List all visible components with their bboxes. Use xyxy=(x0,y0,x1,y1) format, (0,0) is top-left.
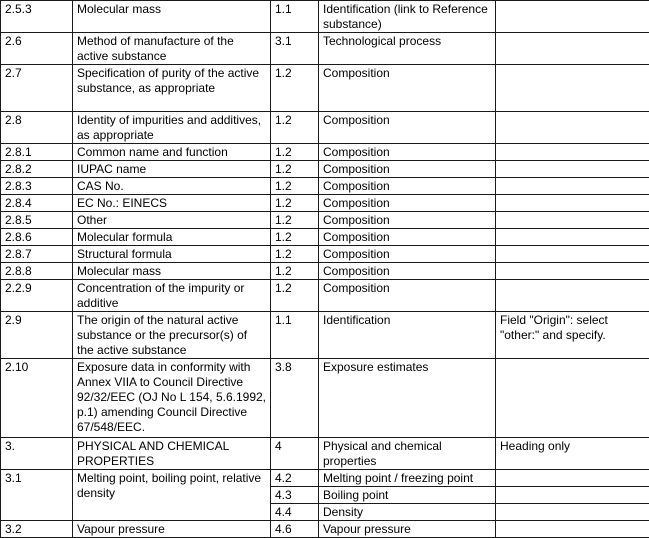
ref-title-cell: Composition xyxy=(319,161,496,178)
section-number-cell: 2.8.7 xyxy=(1,246,73,263)
note-cell xyxy=(496,246,649,263)
mapping-table-body xyxy=(1,1,649,538)
section-title-cell: Identity of impurities and additives, as appropriate xyxy=(73,112,271,144)
ref-title-cell: Identification (link to Reference substance) xyxy=(319,1,496,33)
section-title-cell: Molecular mass xyxy=(73,1,271,33)
section-title-cell: Melting point, boiling point, relative density xyxy=(73,470,271,521)
table-row xyxy=(1,521,649,538)
ref-title-cell: Vapour pressure xyxy=(319,521,496,538)
section-title-cell: Concentration of the impurity or additive xyxy=(73,280,271,312)
note-cell xyxy=(496,263,649,280)
ref-number-cell: 1.2 xyxy=(271,212,319,229)
ref-title-cell: Boiling point xyxy=(319,487,496,504)
note-cell xyxy=(496,112,649,144)
ref-number-cell: 1.1 xyxy=(271,312,319,359)
section-number-cell: 2.5.3 xyxy=(1,1,73,33)
ref-number-cell: 1.2 xyxy=(271,280,319,312)
note-cell xyxy=(496,212,649,229)
ref-number-cell: 1.2 xyxy=(271,195,319,212)
note-cell xyxy=(496,65,649,112)
ref-number-cell: 1.2 xyxy=(271,65,319,112)
ref-number-cell: 4.6 xyxy=(271,521,319,538)
ref-title-cell: Composition xyxy=(319,280,496,312)
section-number-cell: 2.7 xyxy=(1,65,73,112)
ref-title-cell: Technological process xyxy=(319,33,496,65)
section-title-cell: Molecular formula xyxy=(73,229,271,246)
section-title-cell: Structural formula xyxy=(73,246,271,263)
section-number-cell: 2.8.1 xyxy=(1,144,73,161)
ref-number-cell: 1.1 xyxy=(271,1,319,33)
table-row xyxy=(1,144,649,161)
table-row xyxy=(1,178,649,195)
table-row xyxy=(1,65,649,112)
section-number-cell: 2.10 xyxy=(1,359,73,438)
section-title-cell: Method of manufacture of the active substance xyxy=(73,33,271,65)
table-row xyxy=(1,263,649,280)
ref-title-cell: Melting point / freezing point xyxy=(319,470,496,487)
note-cell xyxy=(496,504,649,521)
ref-title-cell: Composition xyxy=(319,212,496,229)
ref-title-cell: Composition xyxy=(319,263,496,280)
table-row xyxy=(1,312,649,359)
section-title-cell: EC No.: EINECS xyxy=(73,195,271,212)
table-row xyxy=(1,195,649,212)
note-cell xyxy=(496,521,649,538)
table-row xyxy=(1,161,649,178)
ref-title-cell: Composition xyxy=(319,178,496,195)
table-row xyxy=(1,246,649,263)
section-title-cell: Specification of purity of the active substance, as appropriate xyxy=(73,65,271,112)
ref-title-cell: Composition xyxy=(319,144,496,161)
section-number-cell: 2.2.9 xyxy=(1,280,73,312)
section-number-cell: 3.2 xyxy=(1,521,73,538)
ref-number-cell: 1.2 xyxy=(271,229,319,246)
ref-title-cell: Identification xyxy=(319,312,496,359)
table-row xyxy=(1,438,649,470)
ref-title-cell: Composition xyxy=(319,112,496,144)
section-title-cell: IUPAC name xyxy=(73,161,271,178)
section-number-cell: 2.8.4 xyxy=(1,195,73,212)
note-cell xyxy=(496,229,649,246)
ref-number-cell: 4 xyxy=(271,438,319,470)
ref-title-cell: Composition xyxy=(319,229,496,246)
table-row xyxy=(1,112,649,144)
note-cell xyxy=(496,144,649,161)
ref-title-cell: Composition xyxy=(319,246,496,263)
ref-number-cell: 1.2 xyxy=(271,144,319,161)
ref-number-cell: 1.2 xyxy=(271,246,319,263)
note-cell xyxy=(496,359,649,438)
table-row xyxy=(1,280,649,312)
ref-number-cell: 4.3 xyxy=(271,487,319,504)
ref-number-cell: 3.1 xyxy=(271,33,319,65)
ref-number-cell: 4.2 xyxy=(271,470,319,487)
section-title-cell: CAS No. xyxy=(73,178,271,195)
section-number-cell: 2.8.8 xyxy=(1,263,73,280)
note-cell xyxy=(496,178,649,195)
ref-title-cell: Exposure estimates xyxy=(319,359,496,438)
ref-number-cell: 1.2 xyxy=(271,112,319,144)
section-number-cell: 3. xyxy=(1,438,73,470)
note-cell xyxy=(496,280,649,312)
note-cell xyxy=(496,487,649,504)
section-title-cell: Vapour pressure xyxy=(73,521,271,538)
section-number-cell: 2.8 xyxy=(1,112,73,144)
table-row xyxy=(1,229,649,246)
section-title-cell: PHYSICAL AND CHEMICAL PROPERTIES xyxy=(73,438,271,470)
table-row xyxy=(1,359,649,438)
section-number-cell: 2.8.3 xyxy=(1,178,73,195)
ref-number-cell: 1.2 xyxy=(271,178,319,195)
section-title-cell: Molecular mass xyxy=(73,263,271,280)
note-cell xyxy=(496,470,649,487)
section-number-cell: 2.8.5 xyxy=(1,212,73,229)
note-cell xyxy=(496,161,649,178)
section-title-cell: Other xyxy=(73,212,271,229)
note-cell xyxy=(496,195,649,212)
ref-number-cell: 4.4 xyxy=(271,504,319,521)
section-title-cell: Common name and function xyxy=(73,144,271,161)
ref-title-cell: Composition xyxy=(319,65,496,112)
section-title-cell: The origin of the natural active substance or the precursor(s) of the active substance xyxy=(73,312,271,359)
table-row xyxy=(1,33,649,65)
table-row xyxy=(1,470,649,487)
ref-title-cell: Density xyxy=(319,504,496,521)
section-number-cell: 2.8.2 xyxy=(1,161,73,178)
table-row xyxy=(1,212,649,229)
section-number-cell: 2.9 xyxy=(1,312,73,359)
note-cell xyxy=(496,33,649,65)
table-row xyxy=(1,1,649,33)
note-cell xyxy=(496,1,649,33)
note-cell: Heading only xyxy=(496,438,649,470)
section-number-cell: 3.1 xyxy=(1,470,73,521)
ref-title-cell: Physical and chemical properties xyxy=(319,438,496,470)
ref-number-cell: 3.8 xyxy=(271,359,319,438)
section-number-cell: 2.8.6 xyxy=(1,229,73,246)
ref-number-cell: 1.2 xyxy=(271,263,319,280)
ref-title-cell: Composition xyxy=(319,195,496,212)
section-title-cell: Exposure data in conformity with Annex VIIA to Council Directive 92/32/EEC (OJ No L 154, 5.6.1992, p.1) amending Council Directive 67/548/EEC. xyxy=(73,359,271,438)
section-number-cell: 2.6 xyxy=(1,33,73,65)
note-cell: Field "Origin": select "other:" and specify. xyxy=(496,312,649,359)
ref-number-cell: 1.2 xyxy=(271,161,319,178)
